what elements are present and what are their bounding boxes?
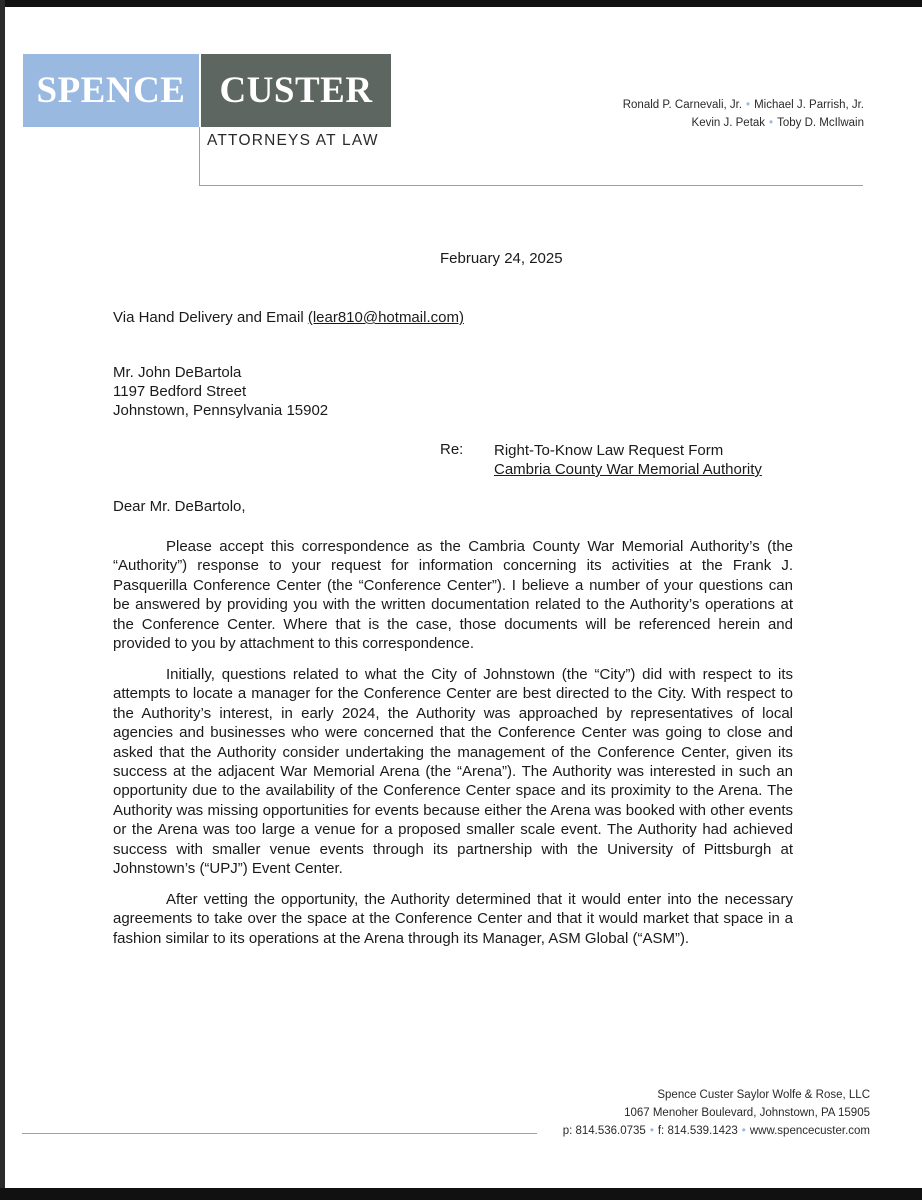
scan-border-bottom	[0, 1188, 922, 1200]
logo-spence-text: SPENCE	[36, 70, 186, 111]
delivery-prefix: Via Hand Delivery and Email	[113, 309, 308, 326]
partner-row-2	[464, 114, 864, 132]
scan-border-left	[0, 0, 5, 1200]
letterhead-vertical-rule	[199, 127, 200, 185]
letterhead-horizontal-rule	[199, 185, 863, 186]
footer-rule	[22, 1133, 537, 1134]
re-line-2: Cambria County War Memorial Authority	[494, 461, 762, 478]
footer-firm: Spence Custer Saylor Wolfe & Rose, LLC	[657, 1089, 870, 1101]
recipient-city: Johnstown, Pennsylvania 15902	[113, 402, 329, 419]
bullet-separator: •	[649, 1125, 654, 1137]
letterhead-footer	[450, 1086, 870, 1140]
re-label: Re:	[440, 441, 464, 458]
bullet-separator: •	[746, 99, 751, 111]
footer-address: 1067 Menoher Boulevard, Johnstown, PA 15905	[624, 1107, 870, 1119]
logo-tagline: ATTORNEYS AT LAW	[207, 132, 379, 149]
re-subject	[494, 441, 762, 479]
logo-spence-block	[23, 54, 199, 127]
footer-phone: p: 814.536.0735	[562, 1125, 646, 1137]
recipient-address	[113, 363, 328, 420]
partner-name: Ronald P. Carnevali, Jr.	[622, 99, 743, 111]
recipient-street: 1197 Bedford Street	[113, 383, 247, 400]
bullet-separator: •	[769, 117, 774, 129]
logo-custer-block	[201, 54, 391, 127]
letter-date: February 24, 2025	[440, 250, 563, 267]
footer-fax: f: 814.539.1423	[657, 1125, 738, 1137]
footer-website-link[interactable]: www.spencecuster.com	[749, 1125, 870, 1137]
salutation: Dear Mr. DeBartolo,	[113, 498, 246, 515]
recipient-email-link[interactable]: (lear810@hotmail.com)	[307, 309, 464, 326]
footer-contact	[450, 1122, 870, 1140]
re-line-1: Right-To-Know Law Request Form	[494, 442, 724, 459]
scan-border-top	[0, 0, 922, 7]
delivery-method	[113, 309, 464, 326]
recipient-name: Mr. John DeBartola	[113, 364, 242, 381]
body-paragraph-1: Please accept this correspondence as the Cambria County War Memorial Authority’s (the “Authority”) response to your request for information concerning its activities at the Frank J. Pasquerilla Conference Center (the “Conference Center”). I believe a number of your questions can be answered by providing you with the written documentation related to the Authority’s operations at the Conference Center. Where that is the case, those documents will be referenced herein and provided to you by attachment to this correspondence.	[113, 538, 793, 653]
logo-custer-text: CUSTER	[219, 70, 373, 111]
partner-row-1	[464, 96, 864, 114]
partner-name: Toby D. McIlwain	[777, 117, 864, 129]
bullet-separator: •	[741, 1125, 746, 1137]
body-paragraph-3: After vetting the opportunity, the Authority determined that it would enter into the necessary agreements to take over the space at the Conference Center and that it would market that space in a fashion similar to its operations at the Arena through its Manager, ASM Global (“ASM”).	[113, 891, 793, 947]
partner-name: Michael J. Parrish, Jr.	[754, 99, 864, 111]
partner-name: Kevin J. Petak	[691, 117, 766, 129]
body-paragraph-2: Initially, questions related to what the City of Johnstown (the “City”) did with respect to its attempts to locate a manager for the Conference Center are best directed to the City. With respect to the Authority’s interest, in early 2024, the Authority was approached by representatives of local agencies and businesses who were concerned that the Conference Center was going to close and asked that the Authority consider undertaking the management of the Conference Center, given its success at the adjacent War Memorial Arena (the “Arena”). The Authority was interested in such an opportunity due to the availability of the Conference Center space and its proximity to the Arena. The Authority was missing opportunities for events because either the Arena was booked with other events or the Arena was too large a venue for a proposed smaller scale event. The Authority had achieved success with smaller venue events through its partnership with the University of Pittsburgh at Johnstown’s (“UPJ”) Event Center.	[113, 666, 793, 878]
partner-names	[464, 96, 864, 132]
